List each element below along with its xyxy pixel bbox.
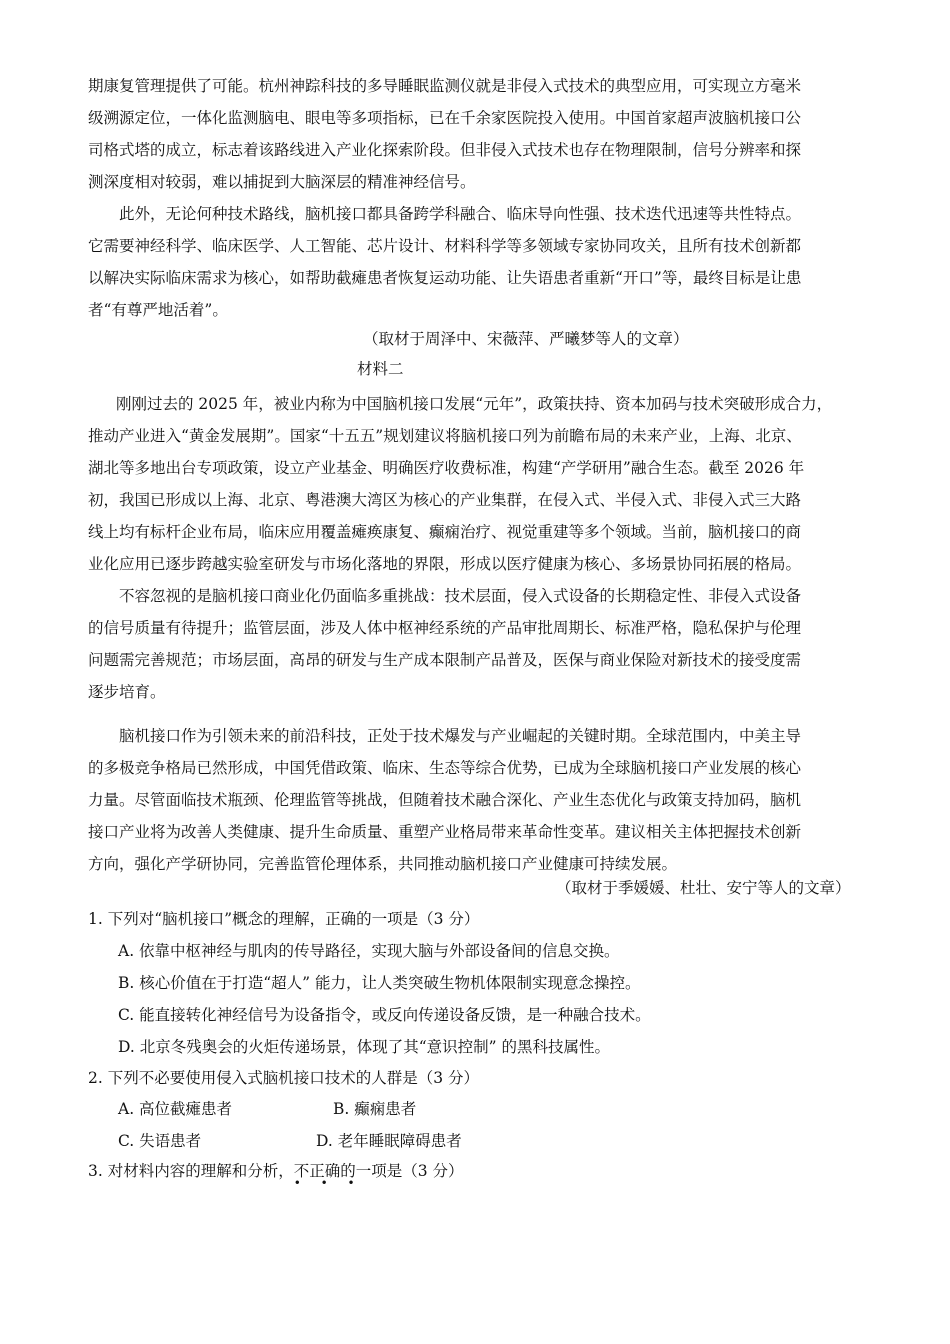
material1-paragraph-1 bbox=[88, 70, 864, 198]
text-line: 司格式塔的成立，标志着该路线进入产业化探索阶段。但非侵入式技术也存在物理限制，信号分辨率和探 bbox=[88, 141, 802, 159]
text-line: 的多极竞争格局已然形成，中国凭借政策、临床、生态等综合优势，已成为全球脑机接口产业发展的核心 bbox=[88, 759, 802, 777]
text-line: 方向，强化产学研协同，完善监管伦理体系，共同推动脑机接口产业健康可持续发展。 bbox=[88, 855, 678, 873]
text-line: 脑机接口作为引领未来的前沿科技，正处于技术爆发与产业崛起的关键时期。全球范围内，中美主导 bbox=[119, 727, 802, 745]
question-3-emphasis-text: 不正确 bbox=[293, 1162, 341, 1180]
text-line: 初，我国已形成以上海、北京、粤港澳大湾区为核心的产业集群，在侵入式、半侵入式、非侵入式三大路 bbox=[88, 491, 802, 509]
question-2-option-d: D. 老年睡眠障碍患者 bbox=[316, 1132, 462, 1150]
text-line: 逐步培育。 bbox=[88, 683, 166, 701]
material2-paragraph-3 bbox=[88, 720, 864, 880]
text-line: 级溯源定位，一体化监测脑电、眼电等多项指标，已在千余家医院投入使用。中国首家超声波脑机接口公 bbox=[88, 109, 802, 127]
text-line: 不容忽视的是脑机接口商业化仍面临多重挑战：技术层面，侵入式设备的长期稳定性、非侵入式设备 bbox=[119, 587, 802, 605]
question-2-option-b: B. 癫痫患者 bbox=[333, 1100, 417, 1118]
text-line: 推动产业进入“黄金发展期”。国家“十五五”规划建议将脑机接口列为前瞻布局的未来产业，上海、北京、 bbox=[88, 427, 802, 445]
text-line: 测深度相对较弱，难以捕捉到大脑深层的精准神经信号。 bbox=[88, 173, 476, 191]
text-line: 者“有尊严地活着”。 bbox=[88, 301, 228, 319]
material1-source: （取材于周泽中、宋薇萍、严曦梦等人的文章） bbox=[363, 330, 689, 348]
text-line: 此外，无论何种技术路线，脑机接口都具备跨学科融合、临床导向性强、技术迭代迅速等共性特点。 bbox=[119, 205, 802, 223]
question-1-option-d: D. 北京冬残奥会的火炬传递场景，体现了其“意识控制” 的黑科技属性。 bbox=[118, 1038, 611, 1056]
question-3-emphasis bbox=[293, 1162, 363, 1190]
question-2-option-c: C. 失语患者 bbox=[118, 1132, 202, 1150]
text-line: 问题需完善规范；市场层面，高昂的研发与生产成本限制产品普及，医保与商业保险对新技术的接受度需 bbox=[88, 651, 802, 669]
question-1-option-b: B. 核心价值在于打造“超人” 能力，让人类突破生物机体限制实现意念操控。 bbox=[118, 974, 641, 992]
question-2-option-a: A. 高位截瘫患者 bbox=[118, 1100, 233, 1118]
question-1-option-a: A. 依靠中枢神经与肌肉的传导路径，实现大脑与外部设备间的信息交换。 bbox=[118, 942, 620, 960]
question-2-stem: 2. 下列不必要使用侵入式脑机接口技术的人群是（3 分） bbox=[88, 1069, 480, 1087]
material2-paragraph-2 bbox=[88, 580, 864, 708]
text-line: 接口产业将为改善人类健康、提升生命质量、重塑产业格局带来革命性变革。建议相关主体把握技术创新 bbox=[88, 823, 802, 841]
text-line: 以解决实际临床需求为核心，如帮助截瘫患者恢复运动功能、让失语患者重新“开口”等，最终目标是让患 bbox=[88, 269, 802, 287]
text-line: 线上均有标杆企业布局，临床应用覆盖瘫痪康复、癫痫治疗、视觉重建等多个领域。当前，脑机接口的商 bbox=[88, 523, 802, 541]
emphasis-dots: • • • bbox=[293, 1176, 363, 1190]
material1-paragraph-2 bbox=[88, 198, 864, 326]
question-1-stem: 1. 下列对“脑机接口”概念的理解，正确的一项是（3 分） bbox=[88, 910, 480, 928]
text-line: 力量。尽管面临技术瓶颈、伦理监管等挑战，但随着技术融合深化、产业生态优化与政策支持加码，脑机 bbox=[88, 791, 802, 809]
text-line: 它需要神经科学、临床医学、人工智能、芯片设计、材料科学等多领域专家协同攻关，且所有技术创新都 bbox=[88, 237, 802, 255]
material2-paragraph-1 bbox=[88, 388, 864, 580]
material2-source: （取材于季媛媛、杜壮、安宁等人的文章） bbox=[556, 879, 851, 897]
text-line: 业化应用已逐步跨越实验室研发与市场化落地的界限，形成以医疗健康为核心、多场景协同拓展的格局。 bbox=[88, 555, 802, 573]
question-3-stem-suffix: 的一项是（3 分） bbox=[340, 1162, 464, 1180]
text-line: 期康复管理提供了可能。杭州神踪科技的多导睡眠监测仪就是非侵入式技术的典型应用，可实现立方毫米 bbox=[88, 77, 802, 95]
material2-title: 材料二 bbox=[357, 360, 404, 378]
question-1-option-c: C. 能直接转化神经信号为设备指令，或反向传递设备反馈，是一种融合技术。 bbox=[118, 1006, 651, 1024]
question-3-stem-prefix: 3. 对材料内容的理解和分析， bbox=[88, 1162, 294, 1180]
text-line: 的信号质量有待提升；监管层面，涉及人体中枢神经系统的产品审批周期长、标准严格，隐私保护与伦理 bbox=[88, 619, 802, 637]
text-line: 刚刚过去的 2025 年，被业内称为中国脑机接口发展“元年”，政策扶持、资本加码与技术突破形成合力， bbox=[116, 395, 833, 413]
question-3-stem bbox=[88, 1159, 464, 1190]
text-line: 湖北等多地出台专项政策，设立产业基金、明确医疗收费标准，构建“产学研用”融合生态。截至 2026 年 bbox=[88, 459, 805, 477]
